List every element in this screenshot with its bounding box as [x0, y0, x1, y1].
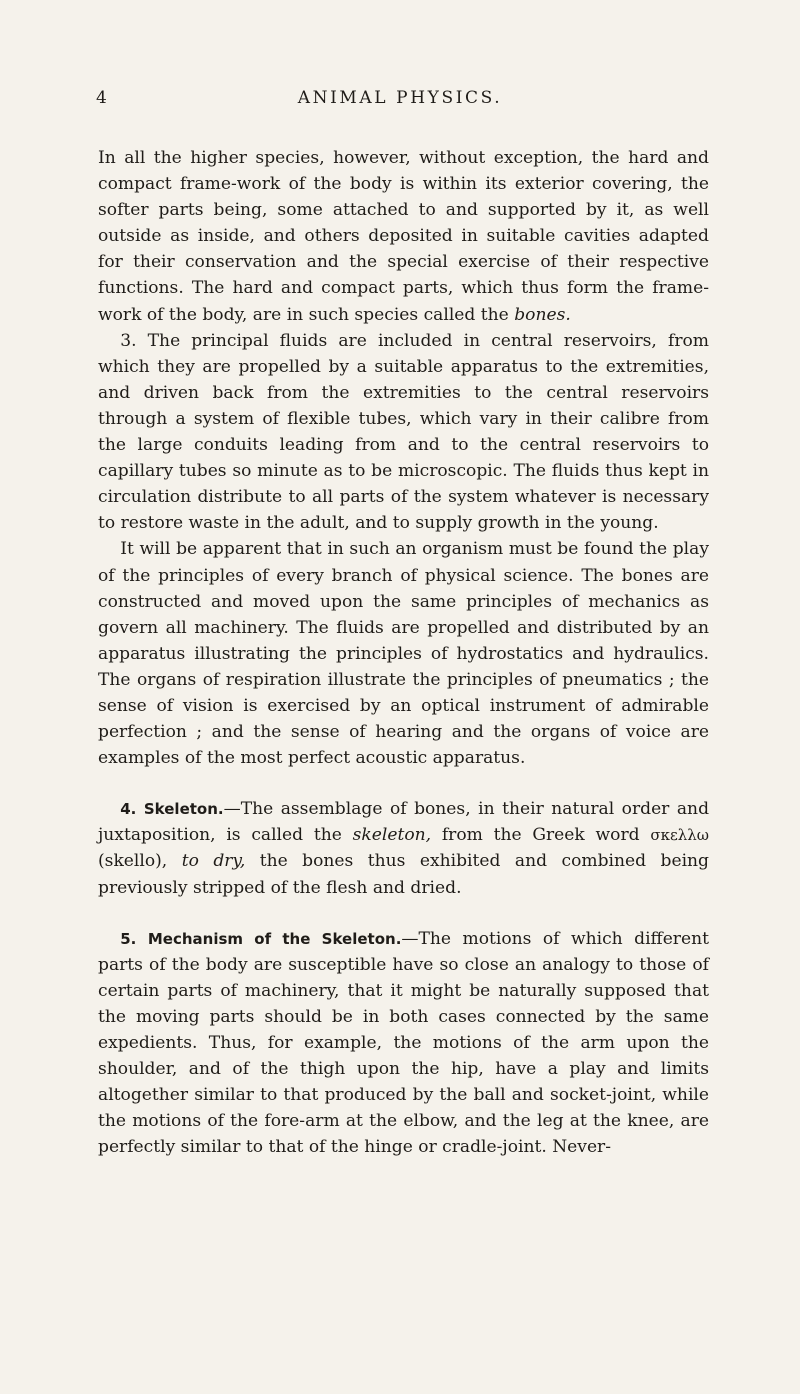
section-4-text-a: —The assemblage of bones, in their natural order and juxtaposition, is called the — [98, 799, 710, 846]
paragraph-5-mechanism — [98, 926, 709, 1161]
section-5-title: Mechanism of the Skeleton. — [147, 929, 402, 948]
section-4-text-d: the bones thus exhibited and combined being previously stripped of the flesh and dried. — [98, 851, 709, 898]
term-bones: bones. — [514, 304, 571, 325]
paragraph-3-text: The principal fluids are included in central reservoirs, from which they are propelled by a suitable apparatus to the extremities, and driven back from the extremities to the central reservoirs through a system of flexible tubes, which vary in their calibre from the large conduits leading from and to the central reservoirs to capillary tubes so minute as to be microscopic. The fluids thus kept in circulation distribute to all parts of the system whatever is necessary to restore waste in the adult, and to supply growth in the young. — [98, 330, 709, 534]
body-text — [98, 145, 709, 1160]
section-4-title: Skeleton. — [143, 800, 224, 819]
paragraph-3 — [98, 328, 709, 537]
paragraph-intro-text: In all the higher species, however, without exception, the hard and compact frame-work of the body is within its exterior covering, the softer parts being, some attached to and supported by it, as well outside as inside, and others deposited in suitable cavities adapted for their conservation and the special exercise of their respective functions. The hard and compact parts, which thus form the frame-work of the body, are in such species called the — [98, 148, 709, 325]
section-4-text-b: from the Greek word — [431, 825, 651, 846]
section-4-number: 4. — [120, 800, 137, 819]
page-header — [0, 88, 800, 122]
paragraph-physical-science — [98, 536, 709, 771]
greek-word: σκελλω — [650, 826, 709, 845]
paragraph-4-skeleton — [98, 796, 709, 900]
section-4-text-c: (skello), — [98, 851, 182, 872]
section-5-number: 5. — [120, 929, 137, 948]
paragraph-3-number: 3. — [120, 330, 137, 351]
running-title: ANIMAL PHYSICS. — [297, 88, 503, 108]
paragraph-intro — [98, 145, 709, 328]
section-5-text: —The motions of which different parts of the body are susceptible have so close an analogy to those of certain parts of machinery, that it might be naturally supposed that the moving parts should be in both cases connected by the same expedients. Thus, for example, the motions of the arm upon the shoulder, and of the thigh upon the hip, have a play and limits altogether similar to that produced by the ball and socket-joint, while the motions of the fore-arm at the elbow, and the leg at the knee, are perfectly similar to that of the hinge or cradle-joint. Never- — [98, 928, 709, 1158]
paragraph-physical-science-text: It will be apparent that in such an organism must be found the play of the principles of every branch of physical science. The bones are constructed and moved upon the same principles of mechanics as govern all machinery. The fluids are propelled and distributed by an apparatus illustrating the principles of hydrostatics and hydraulics. The organs of respiration illustrate the principles of pneumatics ; the sense of vision is exercised by an optical instrument of admirable perfection ; and the sense of hearing and the organs of voice are examples of the most perfect acoustic apparatus. — [98, 539, 709, 769]
page-number: 4 — [96, 88, 108, 108]
gloss-to-dry: to dry, — [181, 851, 246, 872]
term-skeleton: skeleton, — [352, 825, 432, 846]
